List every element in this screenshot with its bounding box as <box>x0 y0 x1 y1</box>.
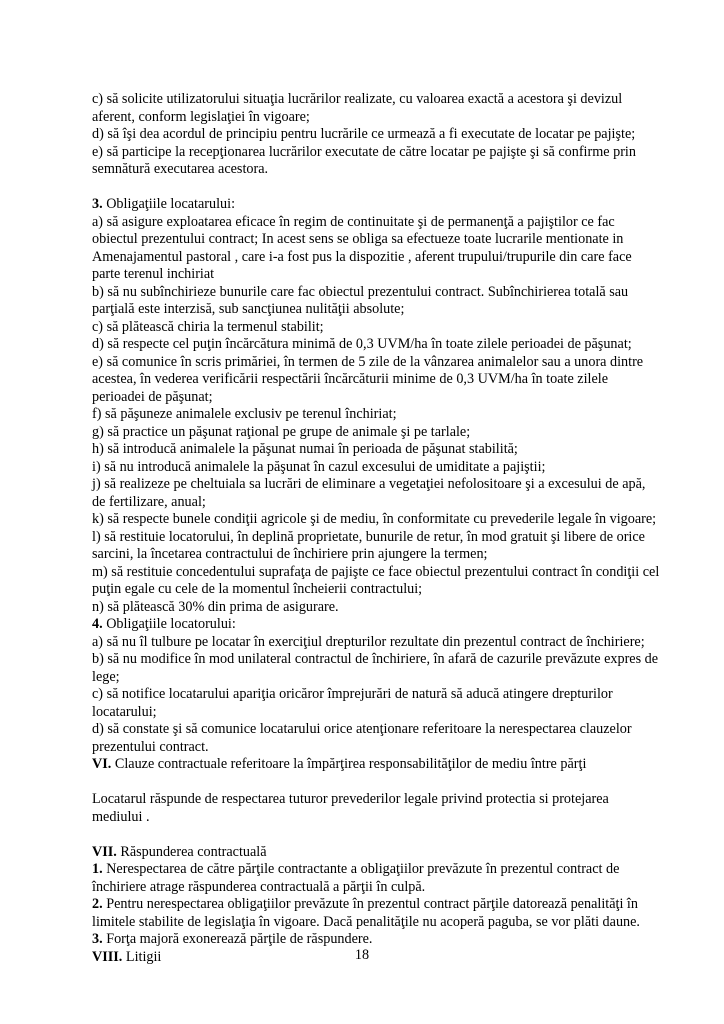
text-line: l) să restituie locatorului, în deplină proprietate, bunurile de retur, în mod gratuit şi libere de orice <box>92 528 645 545</box>
text-line: h) să introducă animalele la păşunat numai în perioada de păşunat stabilită; <box>92 441 518 457</box>
paragraph-spacer <box>92 774 638 792</box>
line-text: Răspunderea contractuală <box>116 843 267 860</box>
text-line: parte terenul inchiriat <box>92 266 215 282</box>
item-number: 3. <box>92 196 103 212</box>
numbered-line <box>92 896 638 914</box>
line-text: Nerespectarea de către părţile contractante a obligaţiilor prevăzute în prezentul contract de <box>102 861 620 877</box>
text-line: i) să nu introducă animalele la păşunat în cazul excesului de umiditate a pajiştii; <box>92 458 546 475</box>
line-text: Pentru nerespectarea obligaţiilor prevăzute în prezentul contract părţile datorează penalităţi în <box>102 896 638 912</box>
text-line: Locatarul răspunde de respectarea tuturor prevederilor legale privind protectia si protejarea <box>92 791 609 807</box>
line-text: Obligaţiile locatarului: <box>102 196 236 212</box>
item-number: VIII. <box>92 948 123 965</box>
text-line: obiectul prezentului contract; In acest sens se obliga sa efectueze toate lucrarile mentionate in <box>92 231 624 247</box>
text-line: puţin egale cu cele de la momentul încheierii contractului; <box>92 581 423 597</box>
text-line: lege; <box>92 668 120 685</box>
text-line: d) să respecte cel puţin încărcătura minimă de 0,3 UVM/ha în toate zilele perioadei de păşunat; <box>92 336 632 352</box>
numbered-line <box>92 931 638 949</box>
text-line: de fertilizare, anual; <box>92 493 206 510</box>
text-line: prezentului contract. <box>92 738 209 755</box>
text-line: c) să solicite utilizatorului situaţia lucrărilor realizate, cu valoarea exactă a acestora şi devizul <box>92 91 623 107</box>
item-number: VII. <box>92 843 117 860</box>
text-line: m) să restituie concedentului suprafaţa de pajişte ce face obiectul prezentului contract în condiţii cel <box>92 563 660 580</box>
numbered-line <box>92 844 638 862</box>
text-line: a) să asigure exploatarea eficace în regim de continuitate şi de permanenţă a pajiştilor ce fac <box>92 213 615 230</box>
text-line: locatarului; <box>92 703 157 720</box>
text-line: g) să practice un păşunat raţional pe grupe de animale şi pe tarlale; <box>92 423 471 440</box>
text-line: perioadei de păşunat; <box>92 388 213 405</box>
text-line: acestea, în vederea verificării respectării încărcăturii minime de 0,3 UVM/ha în toate zilele <box>92 371 609 387</box>
text-line: parţială este interzisă, sub sancţiunea nulităţii absolute; <box>92 301 405 317</box>
text-line: f) să păşuneze animalele exclusiv pe terenul închiriat; <box>92 406 397 422</box>
text-line: c) să notifice locatarului apariţia oricăror împrejurări de natură să aducă atingere drepturilor <box>92 686 613 702</box>
paragraph-spacer <box>92 179 638 197</box>
numbered-line <box>92 756 638 774</box>
text-line: d) să constate şi să comunice locatarului orice atenţionare referitoare la nerespectarea clauzelor <box>92 721 632 737</box>
text-line: Amenajamentul pastoral , care i-a fost pus la dispozitie , aferent trupului/trupurile din care face <box>92 248 632 265</box>
text-line: b) să nu modifice în mod unilateral contractul de închiriere, în afară de cazurile prevăzute expres de <box>92 651 659 667</box>
item-number: 3. <box>92 931 103 947</box>
text-line: semnătură executarea acestora. <box>92 161 269 177</box>
line-text: Clauze contractuale referitoare la împărţirea responsabilităţilor de mediu între părţi <box>111 756 587 772</box>
text-line: mediului . <box>92 808 150 825</box>
document-body <box>92 91 660 966</box>
item-number: 1. <box>92 861 103 877</box>
text-line: e) să participe la recepţionarea lucrărilor executate de către locatar pe pajişte şi să confirme prin <box>92 143 636 160</box>
line-text: Obligaţiile locatorului: <box>102 616 236 632</box>
text-line: j) să realizeze pe cheltuiala sa lucrări de eliminare a vegetaţiei nefolositoare şi a excesului de apă, <box>92 476 646 492</box>
paragraph-spacer <box>92 826 638 844</box>
line-text: Forţa majoră exonerează părţile de răspundere. <box>102 931 373 947</box>
numbered-line <box>92 196 638 214</box>
text-line: închiriere atrage răspunderea contractuală a părţii în culpă. <box>92 878 426 895</box>
item-number: 4. <box>92 616 103 632</box>
text-line: limitele stabilite de legislaţia în vigoare. Dacă penalităţile nu acoperă paguba, se vor plăti daune. <box>92 913 640 930</box>
item-number: 2. <box>92 896 103 912</box>
line-text: Litigii <box>122 948 162 965</box>
text-line: a) să nu îl tulbure pe locatar în exerciţiul drepturilor rezultate din prezentul contract de închiriere; <box>92 633 645 650</box>
text-line: c) să plătească chiria la termenul stabilit; <box>92 318 324 335</box>
page-number: 18 <box>354 947 370 963</box>
numbered-line <box>92 861 638 879</box>
text-line: n) să plătească 30% din prima de asigurare. <box>92 598 339 615</box>
numbered-line <box>92 616 638 634</box>
text-line: k) să respecte bunele condiţii agricole şi de mediu, în conformitate cu prevederile legale în vigoare; <box>92 511 657 527</box>
text-line: e) să comunice în scris primăriei, în termen de 5 zile de la vânzarea animalelor sau a unora dintre <box>92 353 644 370</box>
item-number: VI. <box>92 756 112 772</box>
text-line: b) să nu subînchirieze bunurile care fac obiectul prezentului contract. Subînchirierea totală sau <box>92 283 629 300</box>
text-line: aferent, conform legislaţiei în vigoare; <box>92 108 310 125</box>
text-line: d) să îşi dea acordul de principiu pentru lucrările ce urmează a fi executate de locatar pe pajişte; <box>92 126 636 142</box>
text-line: sarcini, la încetarea contractului de închiriere prin ajungere la termen; <box>92 546 488 562</box>
